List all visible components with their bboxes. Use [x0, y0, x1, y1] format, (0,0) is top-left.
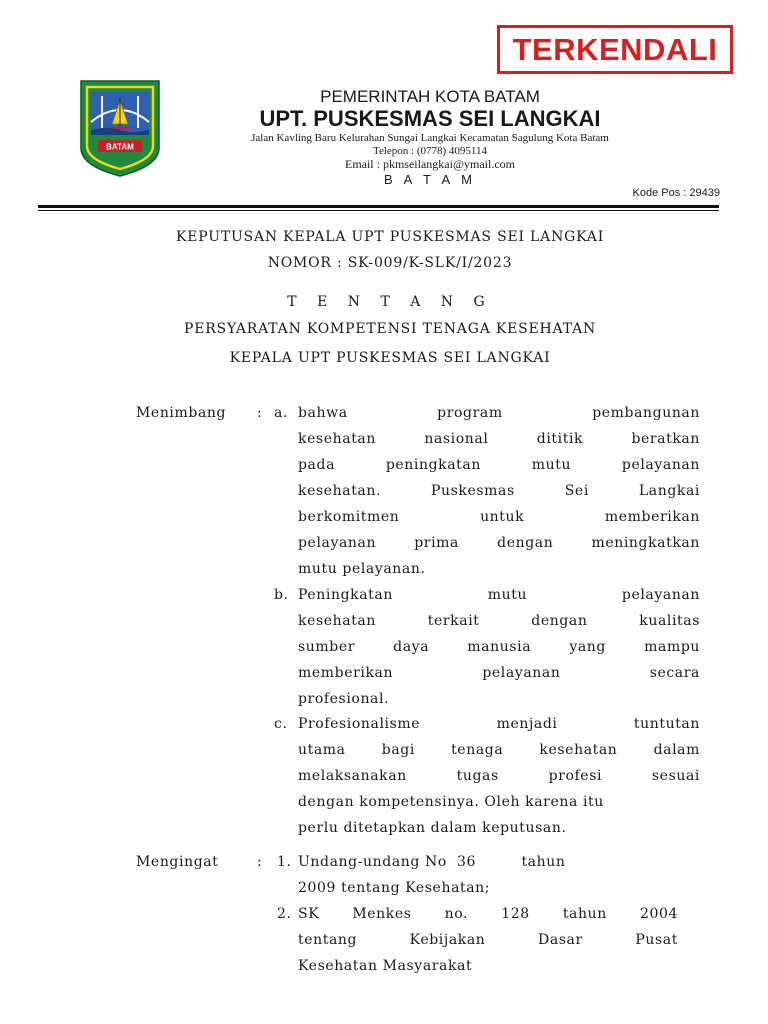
mengingat-colon: :: [257, 854, 263, 870]
item-a-line: pelayanan prima dengan meningkatkan: [298, 535, 700, 551]
item-a-line: bahwa program pembangunan: [298, 405, 700, 421]
batam-city-emblem: [78, 78, 162, 178]
item-c-line: perlu ditetapkan dalam keputusan.: [298, 820, 567, 836]
institution-name: UPT. PUSKESMAS SEI LANGKAI: [259, 106, 601, 131]
item-1-line: 2009 tentang Kesehatan;: [298, 880, 491, 896]
item-marker-b: b.: [274, 587, 289, 603]
item-marker-a: a.: [274, 405, 288, 421]
mengingat-label: Mengingat: [136, 854, 219, 870]
item-a-line: kesehatan. Puskesmas Sei Langkai: [298, 483, 700, 499]
item-marker-2: 2.: [277, 906, 292, 922]
postal-code: Kode Pos : 29439: [632, 187, 720, 199]
item-a-line: mutu pelayanan.: [298, 561, 426, 577]
item-b-line: memberikan pelayanan secara: [298, 665, 700, 681]
menimbang-colon: :: [257, 405, 263, 421]
address-line: Jalan Kavling Baru Kelurahan Sungai Langkai Kecamatan Sagulung Kota Batam: [251, 132, 609, 144]
letterhead-rule-thick: [38, 205, 719, 208]
item-marker-1: 1.: [277, 854, 292, 870]
government-name: PEMERINTAH KOTA BATAM: [320, 87, 540, 106]
item-b-line: profesional.: [298, 691, 390, 707]
decree-title: KEPUTUSAN KEPALA UPT PUSKESMAS SEI LANGKAI: [175, 229, 605, 245]
item-a-line: berkomitmen untuk memberikan: [298, 509, 700, 525]
item-a-line: pada peningkatan mutu pelayanan: [298, 457, 700, 473]
item-2-line: Kesehatan Masyarakat: [298, 958, 473, 974]
item-c-line: melaksanakan tugas profesi sesuai: [298, 768, 700, 784]
decree-number: NOMOR : SK-009/K-SLK/I/2023: [267, 255, 513, 271]
item-c-line: Profesionalisme menjadi tuntutan: [298, 716, 700, 732]
telephone-line: Telepon : (0778) 4095114: [373, 145, 487, 157]
item-a-line: kesehatan nasional dititik beratkan: [298, 431, 700, 447]
city-line: B A T A M: [384, 172, 476, 187]
controlled-stamp: TERKENDALI: [497, 25, 733, 74]
item-marker-c: c.: [274, 716, 288, 732]
item-b-line: sumber daya manusia yang mampu: [298, 639, 700, 655]
item-1-line: Undang-undang No 36 tahun: [298, 854, 566, 870]
item-2-line: tentang Kebijakan Dasar Pusat: [298, 932, 678, 948]
item-c-line: dengan kompetensinya. Oleh karena itu: [298, 794, 604, 810]
about-label: T E N T A N G: [287, 294, 493, 310]
item-b-line: kesehatan terkait dengan kualitas: [298, 613, 700, 629]
decree-issuer: KEPALA UPT PUSKESMAS SEI LANGKAI: [229, 350, 551, 366]
decree-subject: PERSYARATAN KOMPETENSI TENAGA KESEHATAN: [183, 321, 597, 337]
item-c-line: utama bagi tenaga kesehatan dalam: [298, 742, 700, 758]
letterhead-rule-thin: [38, 210, 719, 211]
emblem-text: BATAM: [106, 142, 134, 152]
menimbang-label: Menimbang: [136, 405, 227, 421]
item-2-line: SK Menkes no. 128 tahun 2004: [298, 906, 678, 922]
email-line: Email : pkmseilangkai@ymail.com: [344, 157, 515, 171]
item-b-line: Peningkatan mutu pelayanan: [298, 587, 700, 603]
